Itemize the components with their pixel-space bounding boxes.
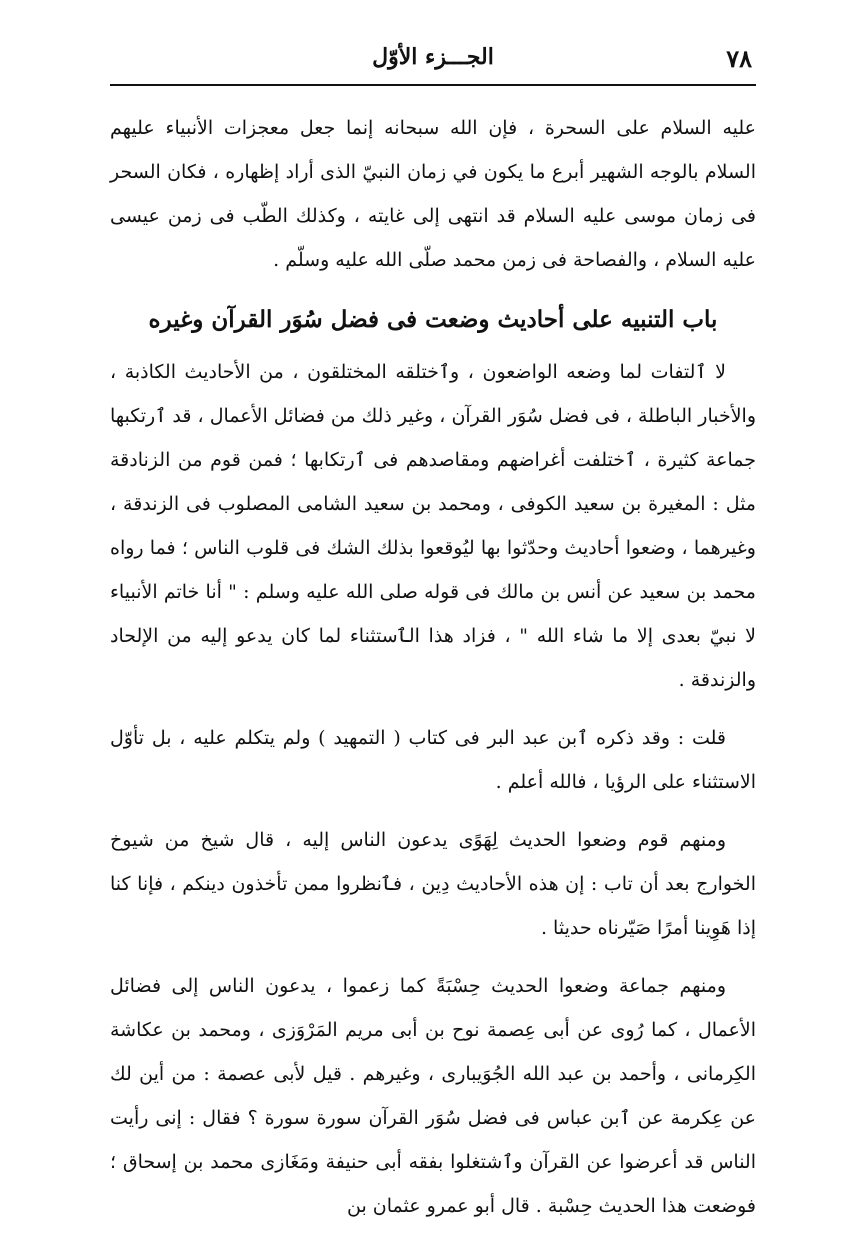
paragraph-intro: عليه السلام على السحرة ، فإن الله سبحانه إنما جعل معجزات الأنبياء عليهم السلام بالوجه الشهير أبرع ما يكون في زمان النبيّ الذى أراد إظهاره ، فكان السحر فى زمان موسى عليه السلام قد انتهى إلى غايته ، وكذلك الطّب فى زمن عيسى عليه السلام ، والفصاحة فى زمن محمد صلّى الله عليه وسلّم . <box>110 117 756 271</box>
paragraph-2: قلت : وقد ذكره ٱبن عبد البر فى كتاب ( التمهيد ) ولم يتكلم عليه ، بل تأوّل الاستثناء على الرؤيا ، فالله أعلم . <box>110 727 756 793</box>
book-page <box>110 40 756 1217</box>
running-header <box>110 40 756 86</box>
paragraph-1: لا ٱلتفات لما وضعه الواضعون ، وٱختلقه المختلقون ، من الأحاديث الكاذبة ، والأخبار الباطلة ، فى فضل سُوَر القرآن ، وغير ذلك من فضائل الأعمال ، قد ٱرتكبها جماعة كثيرة ، ٱختلفت أغراضهم ومقاصدهم فى ٱرتكابها ؛ فمن قوم من الزنادقة مثل : المغيرة بن سعيد الكوفى ، ومحمد بن سعيد الشامى المصلوب فى الزندقة ، وغيرهما ، وضعوا أحاديث وحدّثوا بها ليُوقعوا بذلك الشك فى قلوب الناس ؛ فما رواه محمد بن سعيد عن أنس بن مالك فى قوله صلى الله عليه وسلم : " أنا خاتم الأنبياء لا نبيّ بعدى إلا ما شاء الله " ، فزاد هذا الٱستثناء لما كان يدعو إليه من الإلحاد والزندقة . <box>110 361 756 691</box>
chapter-heading: باب التنبيه على أحاديث وضعت فى فضل سُوَر القرآن وغيره <box>148 306 718 333</box>
paragraph-3: ومنهم قوم وضعوا الحديث لِهَوًى يدعون الناس إليه ، قال شيخ من شيوخ الخوارج بعد أن تاب : إن هذه الأحاديث دِين ، فٱنظروا ممن تأخذون دينكم ، فإنا كنا إذا هَوِينا أمرًا صَيّرناه حديثا . <box>110 829 756 939</box>
paragraph-4: ومنهم جماعة وضعوا الحديث حِسْبَةً كما زعموا ، يدعون الناس إلى فضائل الأعمال ، كما رُوى عن أبى عِصمة نوح بن أبى مريم المَرْوَزى ، ومحمد بن عكاشة الكِرمانى ، وأحمد بن عبد الله الجُوَيبارى ، وغيرهم . قيل لأبى عصمة : من أين لك عن عِكرمة عن ٱبن عباس فى فضل سُوَر القرآن سورة سورة ؟ فقال : إنى رأيت الناس قد أعرضوا عن القرآن وٱشتغلوا بفقه أبى حنيفة ومَغَازى محمد بن إسحاق ؛ فوضعت هذا الحديث حِسْبة . قال أبو عمرو عثمان بن <box>110 975 756 1217</box>
section-title: الجـــزء الأوّل <box>372 44 494 70</box>
page-number: ٧٨ <box>726 44 752 73</box>
body-text <box>110 106 756 1228</box>
